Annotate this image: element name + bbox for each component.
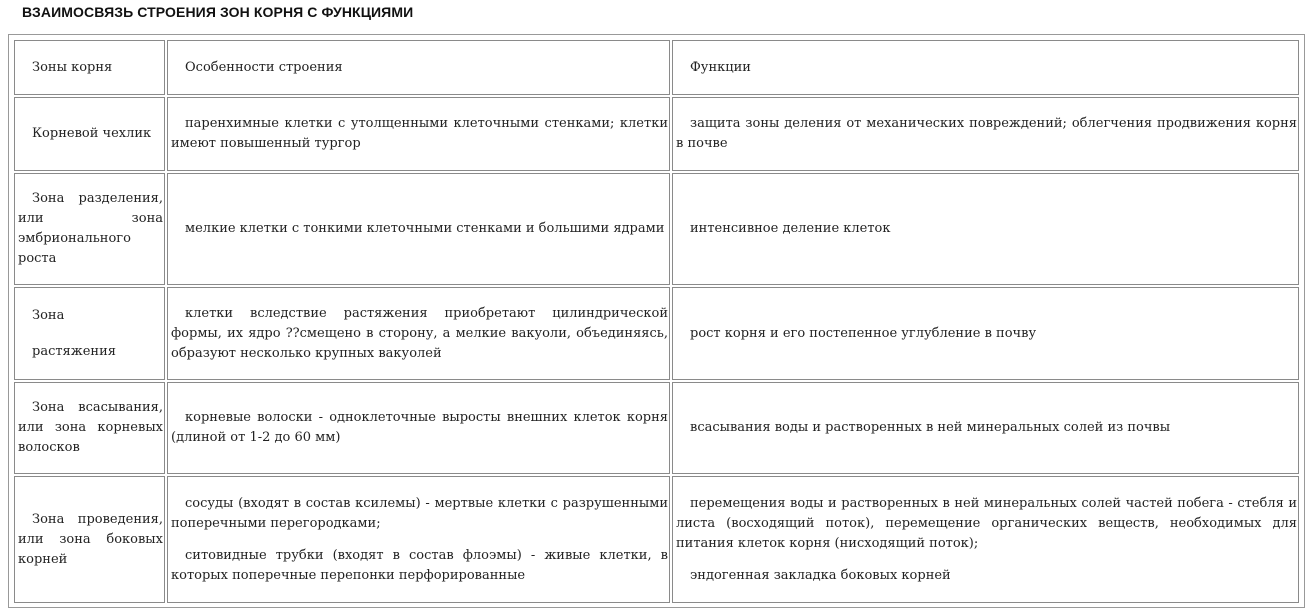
table-frame (8, 34, 1305, 608)
zone-cell: Зона растяжения (14, 287, 165, 380)
structure-cell: мелкие клетки с тонкими клеточными стенками и большими ядрами (167, 173, 670, 285)
table-row-elongation-zone (14, 287, 1299, 380)
function-cell: защита зоны деления от механических повреждений; облегчения продвижения корня в почве (672, 97, 1299, 171)
function-cell: интенсивное деление клеток (672, 173, 1299, 285)
function-cell: всасывания воды и растворенных в ней минеральных солей из почвы (672, 382, 1299, 474)
table-header-row (14, 40, 1299, 95)
page-title: ВЗАИМОСВЯЗЬ СТРОЕНИЯ ЗОН КОРНЯ С ФУНКЦИЯМИ (22, 4, 414, 20)
table-row-conduction-zone (14, 476, 1299, 603)
zone-cell: Корневой чехлик (14, 97, 165, 171)
zone-cell: Зона всасывания, или зона корневых волосков (14, 382, 165, 474)
zone-cell: Зона проведения, или зона боковых корней (14, 476, 165, 603)
zone-cell: Зона разделения, или зона эмбрионального роста (14, 173, 165, 285)
structure-cell: клетки вследствие растяжения приобретают цилиндрической формы, их ядро ??смещено в сторону, а мелкие вакуоли, объединяясь, образуют несколько крупных вакуолей (167, 287, 670, 380)
table-row-absorption-zone (14, 382, 1299, 474)
structure-cell: сосуды (входят в состав ксилемы) - мертвые клетки с разрушенными поперечными перегородками; ситовидные трубки (входят в состав флоэмы) - живые клетки, в которых поперечные перепонки перфорированные (167, 476, 670, 603)
function-cell: перемещения воды и растворенных в ней минеральных солей частей побега - стебля и листа (восходящий поток), перемещение органических веществ, необходимых для питания клеток корня (нисходящий поток); эндогенная закладка боковых корней (672, 476, 1299, 603)
structure-cell: паренхимные клетки с утолщенными клеточными стенками; клетки имеют повышенный тургор (167, 97, 670, 171)
structure-cell: корневые волоски - одноклеточные выросты внешних клеток корня (длиной от 1-2 до 60 мм) (167, 382, 670, 474)
header-functions: Функции (672, 40, 1299, 95)
root-zones-table (12, 38, 1301, 605)
header-zone: Зоны корня (14, 40, 165, 95)
table-row-root-cap (14, 97, 1299, 171)
header-structure: Особенности строения (167, 40, 670, 95)
table-row-division-zone (14, 173, 1299, 285)
function-cell: рост корня и его постепенное углубление в почву (672, 287, 1299, 380)
